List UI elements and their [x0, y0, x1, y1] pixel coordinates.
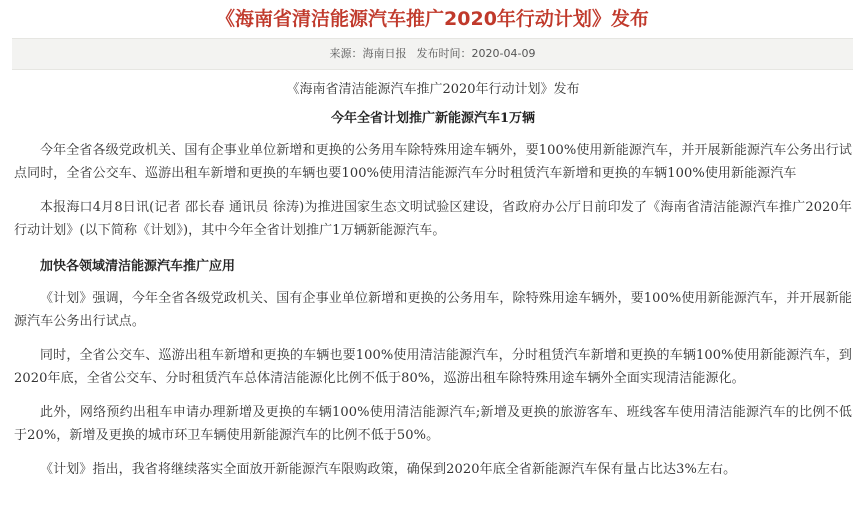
paragraph: 本报海口4月8日讯(记者 邵长春 通讯员 徐涛)为推进国家生态文明试验区建设，省政府办公厅日前印发了《海南省清洁能源汽车推广2020年行动计划》(以下简称《计划》)，其中今年全省计划推广1万辆新能源汽车。: [14, 200, 852, 238]
intro-line: 《海南省清洁能源汽车推广2020年行动计划》发布: [286, 82, 580, 97]
article-body: [14, 80, 852, 492]
publish-time-label: 发布时间：2020-04-09: [416, 47, 536, 60]
paragraph: 同时，全省公交车、巡游出租车新增和更换的车辆也要100%使用清洁能源汽车，分时租赁汽车新增和更换的车辆100%使用新能源汽车，到2020年底，全省公交车、分时租赁汽车总体清洁能源化比例不低于80%，巡游出租车除特殊用途车辆外全面实现清洁能源化。: [14, 348, 852, 386]
source-label: 来源：海南日报: [329, 47, 407, 60]
section-heading: 加快各领域清洁能源汽车推广应用: [40, 259, 236, 274]
article-title: 《海南省清洁能源汽车推广2020年行动计划》发布: [216, 8, 649, 30]
paragraph: 《计划》指出，我省将继续落实全面放开新能源汽车限购政策，确保到2020年底全省新能源汽车保有量占比达3%左右。: [40, 462, 737, 477]
paragraph: 今年全省各级党政机关、国有企事业单位新增和更换的公务用车除特殊用途车辆外，要100%使用新能源汽车，并开展新能源汽车公务出行试点同时，全省公交车、巡游出租车新增和更换的车辆也要100%使用清洁能源汽车分时租赁汽车新增和更换的车辆100%使用新能源汽车: [14, 143, 852, 181]
paragraph: 此外，网络预约出租车申请办理新增及更换的车辆100%使用清洁能源汽车;新增及更换的旅游客车、班线客车使用清洁能源汽车的比例不低于20%，新增及更换的城市环卫车辆使用新能源汽车的比例不低于50%。: [14, 405, 852, 443]
article-subheading: 今年全省计划推广新能源汽车1万辆: [330, 111, 536, 126]
article-meta-bar: [12, 38, 853, 70]
paragraph: 《计划》强调，今年全省各级党政机关、国有企事业单位新增和更换的公务用车，除特殊用途车辆外，要100%使用新能源汽车，并开展新能源汽车公务出行试点。: [14, 291, 852, 329]
